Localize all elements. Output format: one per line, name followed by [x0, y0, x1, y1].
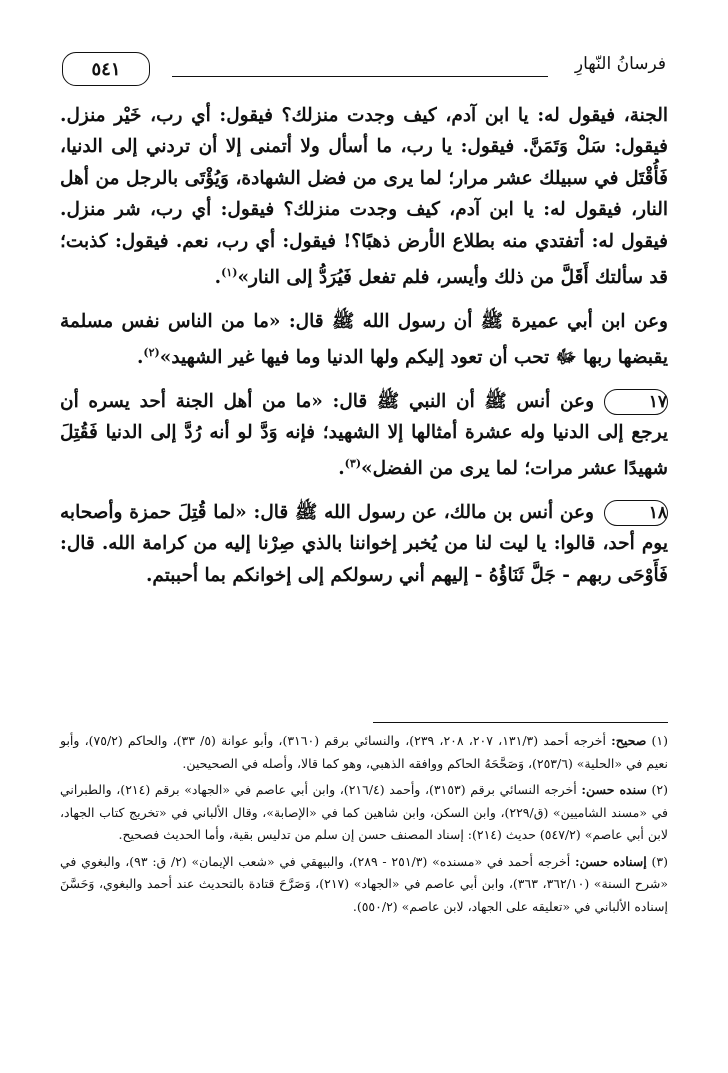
page-header: [62, 52, 666, 92]
footnotes: [60, 730, 668, 922]
footnote-ref: (٣): [344, 457, 362, 471]
footnote-1: (١) صحيح: أخرجه أحمد (١٣١/٣، ٢٠٧، ٢٠٨، ٢٣٩)، والنسائي برقم (٣١٦٠)، وأبو عوانة (٥/ ٣٣)، والحاكم (٧٥/٢)، وأبو نعيم في «الحلية» (٢٥٣/٦)، وَصَحَّحَهُ الحاكم ووافقه الذهبي، وهو كما قالا، وأصله في الصحيحين.: [60, 733, 668, 771]
footnote-2: (٢) سنده حسن: أخرجه النسائي برقم (٣١٥٣)، وأحمد (٢١٦/٤)، وابن أبي عاصم في «الجهاد» برقم (٢١٤)، والطبراني في «مسند الشاميين» (ق/٢٢٩)، وابن السكن، وابن شاهين كما في «الإصابة»، وقال الألباني في «تخريج كتاب الجهاد، لابن أبي عاصم» (٥٤٧/٢) حديث (٢١٤): إسناد المصنف حسن إن سلم من تدليس بقية، وأما الحديث فصحيح.: [60, 782, 668, 842]
hadith-number-badge: ١٨: [604, 500, 668, 526]
page-number: ٥٤١: [62, 52, 150, 86]
paragraph-2: وعن ابن أبي عميرة ﷺ أن رسول الله ﷺ قال: «ما من الناس نفس مسلمة يقبضها ربها ﷻ تحب أن تعود إليكم ولها الدنيا وما فيها غير الشهيد»$^{(٢)}$.: [60, 310, 668, 369]
hadith-number-badge: ١٧: [604, 389, 668, 415]
hadith-18: ١٨وعن أنس بن مالك، عن رسول الله ﷺ قال: «لما قُتِلَ حمزة وأصحابه يوم أحد، قالوا: يا ليت لنا من يُخبر إخواننا بالذي صِرْنا إليه من كرامة الله. قال: فَأَوْحَى ربهم - جَلَّ ثَنَاؤُهُ - إليهم أني رسولكم إلى إخوانكم بما أحببتم.: [60, 501, 668, 586]
footnote-ref: (٢): [143, 346, 160, 359]
footnote-ref: (١): [221, 266, 238, 280]
running-title: فرسانُ النّهارِ: [574, 54, 666, 74]
paragraph-1: الجنة، فيقول له: يا ابن آدم، كيف وجدت منزلك؟ فيقول: أي رب، خَيْر منزل. فيقول: سَلْ وَتَمَنَّ. فيقول: يا رب، ما أسأل ولا أتمنى إلا أن تردني إلى الدنيا، فَأُقْتَل في سبيلك عشر مرار؛ لما يرى من فضل الشهادة، وَيُؤْتَى بالرجل من أهل النار، فيقول له: يا ابن آدم، كيف وجدت منزلك؟ فيقول: أي رب، شر منزل. فيقول له: أتفتدي منه بطلاع الأرض ذهبًا؟! فيقول: أي رب، نعم. فيقول: كذبت؛ قد سألتك أَقَلَّ من ذلك وأيسر، فلم تفعل فَيُرَدُّ إلى النار»$^{(١)}$.: [60, 105, 668, 289]
header-rule: [172, 76, 548, 77]
footnote-separator: [373, 722, 668, 723]
main-text: [60, 100, 668, 591]
hadith-17: ١٧وعن أنس ﷺ أن النبي ﷺ قال: «ما من أهل الجنة أحد يسره أن يرجع إلى الدنيا وله عشرة أمثالها إلا الشهيد؛ فإنه وَدَّ لو أنه رُدَّ إلى الدنيا فَقُتِلَ شهيدًا عشر مرات؛ لما يرى من الفضل»$^{(٣)}$.: [60, 390, 668, 480]
footnote-3: (٣) إسناده حسن: أخرجه أحمد في «مسنده» (٢٥١/٣ - ٢٨٩)، والبيهقي في «شعب الإيمان» (٢/ ق: ٩٣)، والبغوي في «شرح السنة» (٣٦٢/١٠، ٣٦٣)، وابن أبي عاصم في «الجهاد» (٢١٧)، وَصَرَّحَ قتادة بالتحديث عند أحمد والبغوي، وَحَسَّنَ إسناده الألباني في «تعليقه على الجهاد، لابن عاصم» (٥٥٠/٢).: [60, 853, 669, 914]
